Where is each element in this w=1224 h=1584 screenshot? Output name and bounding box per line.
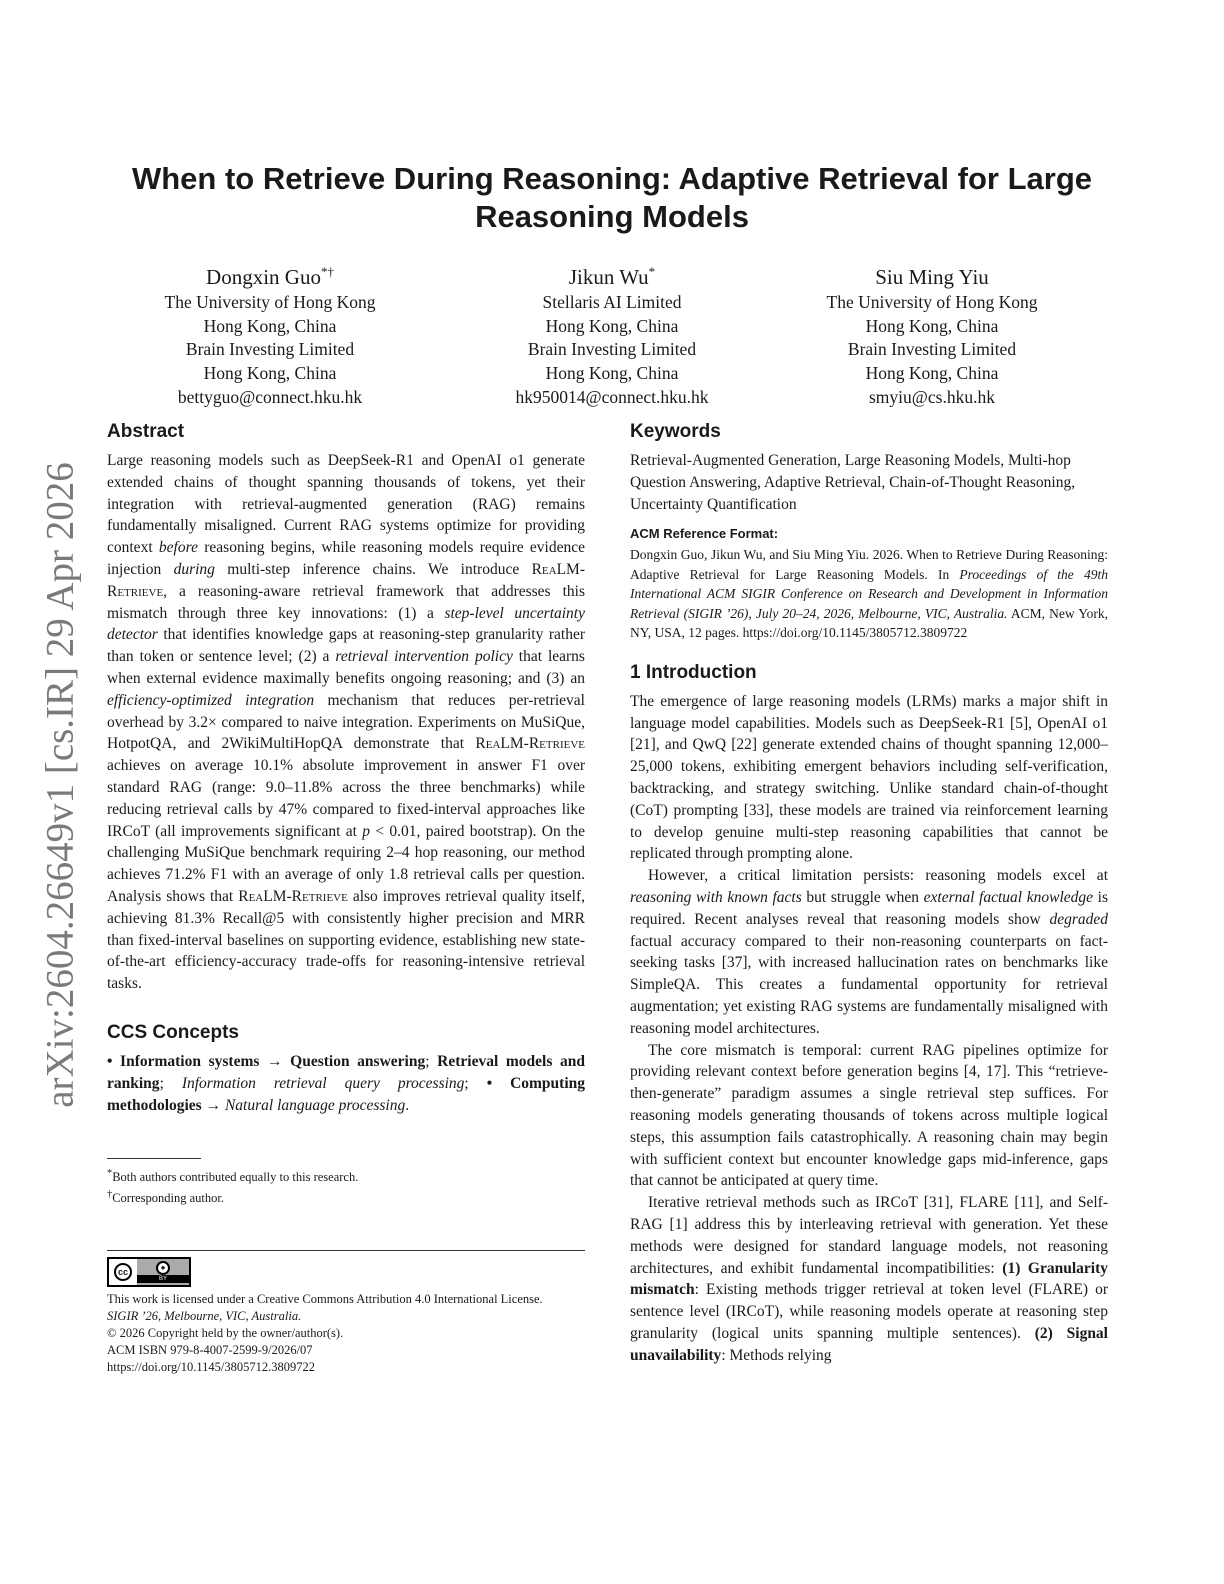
author-email: smyiu@cs.hku.hk (869, 386, 995, 407)
author-affiliation: Stellaris AI Limited (542, 292, 682, 312)
arxiv-side-label: arXiv:2604.26649v1 [cs.IR] 29 Apr 2026 (38, 462, 82, 1108)
acm-ref-heading: ACM Reference Format: (630, 526, 779, 542)
intro-heading: 1 Introduction (630, 661, 757, 683)
cc-icon: cc (109, 1259, 137, 1285)
author-affiliation: The University of Hong Kong (826, 292, 1038, 312)
author-location: Hong Kong, China (203, 363, 337, 384)
footnotes (107, 1158, 585, 1207)
ccs-text: • Information systems → Question answering; Retrieval models and ranking; Information retrieval query processing; • Computing methodologies → Natural language processing. (107, 1052, 585, 1114)
doi-link[interactable]: https://doi.org/10.1145/3805712.3809722 (107, 1359, 315, 1374)
author-location: Hong Kong, China (545, 363, 679, 384)
system-name: ReaLM-Retrieve (475, 735, 585, 753)
author-email: bettyguo@connect.hku.hk (177, 386, 363, 407)
isbn: ACM ISBN 979-8-4007-2599-9/2026/07 (107, 1342, 313, 1357)
abstract-text: Large reasoning models such as DeepSeek-R1 and OpenAI o1 generate extended chains of thought spanning thousands of tokens, yet their integration with retrieval-augmented generation (RAG) remains fundamentally misaligned. Current RAG systems optimize for providing context before reasoning begins, while reasoning models require evidence injection during multi-step inference chains. We introduce ReaLM-Retrieve, a reasoning-aware retrieval framework that addresses this mismatch through three key innovations: (1) a step-level uncertainty detector that identifies knowledge gaps at reasoning-step granularity rather than token or sentence level; (2) a retrieval intervention policy that learns when external evidence maximally benefits ongoing reasoning; and (3) an efficiency-optimized integration mechanism that reduces per-retrieval overhead by 3.2× compared to naive integration. Experiments on MuSiQue, HotpotQA, and 2WikiMultiHopQA demonstrate that ReaLM-Retrieve achieves on average 10.1% absolute improvement in answer F1 over standard RAG (range: 9.0–11.8% across the three benchmarks) while reducing retrieval calls by 47% compared to fixed-interval approaches like IRCoT (all improvements significant at p < 0.01, paired bootstrap). On the challenging MuSiQue benchmark requiring 2–4 hop reasoning, our method achieves 71.2% F1 with an average of only 1.8 retrieval calls per question. Analysis shows that ReaLM-Retrieve also improves retrieval quality itself, achieving 81.3% Recall@5 with consistently higher precision and MRR than fixed-interval baselines on supporting evidence, establishing new state-of-the-art efficiency-accuracy trade-offs for reasoning-intensive retrieval tasks. (107, 452, 586, 993)
paper-title: When to Retrieve During Reasoning: Adaptive Retrieval for Large Reasoning Models (131, 161, 1093, 234)
right-column (630, 420, 1108, 1367)
keywords-text: Retrieval-Augmented Generation, Large Reasoning Models, Multi-hop Question Answering, Adaptive Retrieval, Chain-of-Thought Reasoning, Uncertainty Quantification (630, 452, 1076, 513)
author-location: Hong Kong, China (865, 363, 999, 384)
author-affiliation: The University of Hong Kong (164, 292, 376, 312)
cc-by-badge (107, 1257, 191, 1287)
footnote-equal-contribution: *Both authors contributed equally to this research. (107, 1168, 359, 1185)
author-name: Siu Ming Yiu (875, 265, 989, 289)
author-location: Hong Kong, China (865, 315, 999, 336)
venue: SIGIR ’26, Melbourne, VIC, Australia. (107, 1308, 302, 1323)
author-email: hk950014@connect.hku.hk (515, 386, 709, 407)
intro-paragraph-4: Iterative retrieval methods such as IRCoT [31], FLARE [11], and Self-RAG [1] address this by interleaving retrieval with generation. Yet these methods were designed for standard language models, not reasoning architectures, and exhibit fundamental incompatibilities: (1) Granularity mismatch: Existing methods trigger retrieval at token level (FLARE) or sentence level (IRCoT), while reasoning models operate at reasoning step granularity (logical units spanning multiple sentences). (2) Signal unavailability: Methods relying (630, 1194, 1109, 1364)
license-rule (107, 1250, 585, 1251)
intro-paragraph-1: The emergence of large reasoning models (LRMs) marks a major shift in language model capabilities. Models such as DeepSeek-R1 [5], OpenAI o1 [21], and QwQ [22] generate extended chains of thought spanning 12,000–25,000 tokens, exhibiting emergent behaviors including self-verification, backtracking, and strategy switching. Unlike standard chain-of-thought (CoT) prompting [33], these models are trained via reinforcement learning to develop genuine multi-step reasoning capabilities that cannot be replicated through prompting alone. (630, 692, 1108, 863)
author-affiliation: Brain Investing Limited (185, 339, 355, 360)
author-affiliation: Brain Investing Limited (527, 339, 697, 360)
license-statement: This work is licensed under a Creative Commons Attribution 4.0 International License. (107, 1291, 543, 1306)
abstract-heading: Abstract (107, 421, 185, 442)
author-3 (762, 258, 1102, 410)
author-location: Hong Kong, China (545, 315, 679, 336)
author-marks: *† (320, 264, 334, 279)
author-location: Hong Kong, China (203, 315, 337, 336)
author-1 (100, 258, 440, 410)
author-affiliation: Brain Investing Limited (847, 339, 1017, 360)
acm-ref-text: Dongxin Guo, Jikun Wu, and Siu Ming Yiu. 2026. When to Retrieve During Reasoning: Adaptive Retrieval for Large Reasoning Models. In Proceedings of the 49th International ACM SIGIR Conference on Research and Development in Information Retrieval (SIGIR ’26), July 20–24, 2026, Melbourne, VIC, Australia. ACM, New York, NY, USA, 12 pages. https://doi.org/10.1145/3805712.3809722 (630, 547, 1108, 641)
footnote-rule (107, 1158, 201, 1159)
by-icon: ● BY (137, 1259, 189, 1285)
author-name: Jikun Wu (568, 265, 649, 289)
author-marks: * (648, 264, 656, 279)
intro-paragraph-3: The core mismatch is temporal: current RAG pipelines optimize for providing relevant context before generation begins [4, 17]. This “retrieve-then-generate” paradigm assumes a single retrieval step suffices. For reasoning models generating thousands of tokens across multiple logical steps, this assumption fails catastrophically. A reasoning chain may begin with sufficient context but encounter knowledge gaps mid-inference, gaps that cannot be anticipated at query time. (630, 1041, 1108, 1190)
author-name: Dongxin Guo (206, 265, 321, 289)
keywords-heading: Keywords (630, 421, 721, 442)
footnote-corresponding: †Corresponding author. (107, 1189, 224, 1206)
system-name: ReaLM-Retrieve (107, 560, 585, 600)
ccs-heading: CCS Concepts (107, 1021, 239, 1043)
system-name: ReaLM-Retrieve (238, 887, 348, 905)
left-column (107, 420, 585, 1376)
license-block (107, 1250, 585, 1376)
intro-paragraph-2: However, a critical limitation persists: reasoning models excel at reasoning with known facts but struggle when external factual knowledge is required. Recent analyses reveal that reasoning models show degraded factual accuracy compared to their non-reasoning counterparts on fact-seeking tasks [37], with increased hallucination rates on benchmarks like SimpleQA. This creates a fundamental opportunity for retrieval augmentation; yet existing RAG systems are fundamentally misaligned with reasoning model architectures. (630, 867, 1109, 1037)
author-2 (442, 258, 782, 410)
person-icon: ● (156, 1261, 170, 1275)
copyright: © 2026 Copyright held by the owner/author(s). (107, 1325, 344, 1340)
